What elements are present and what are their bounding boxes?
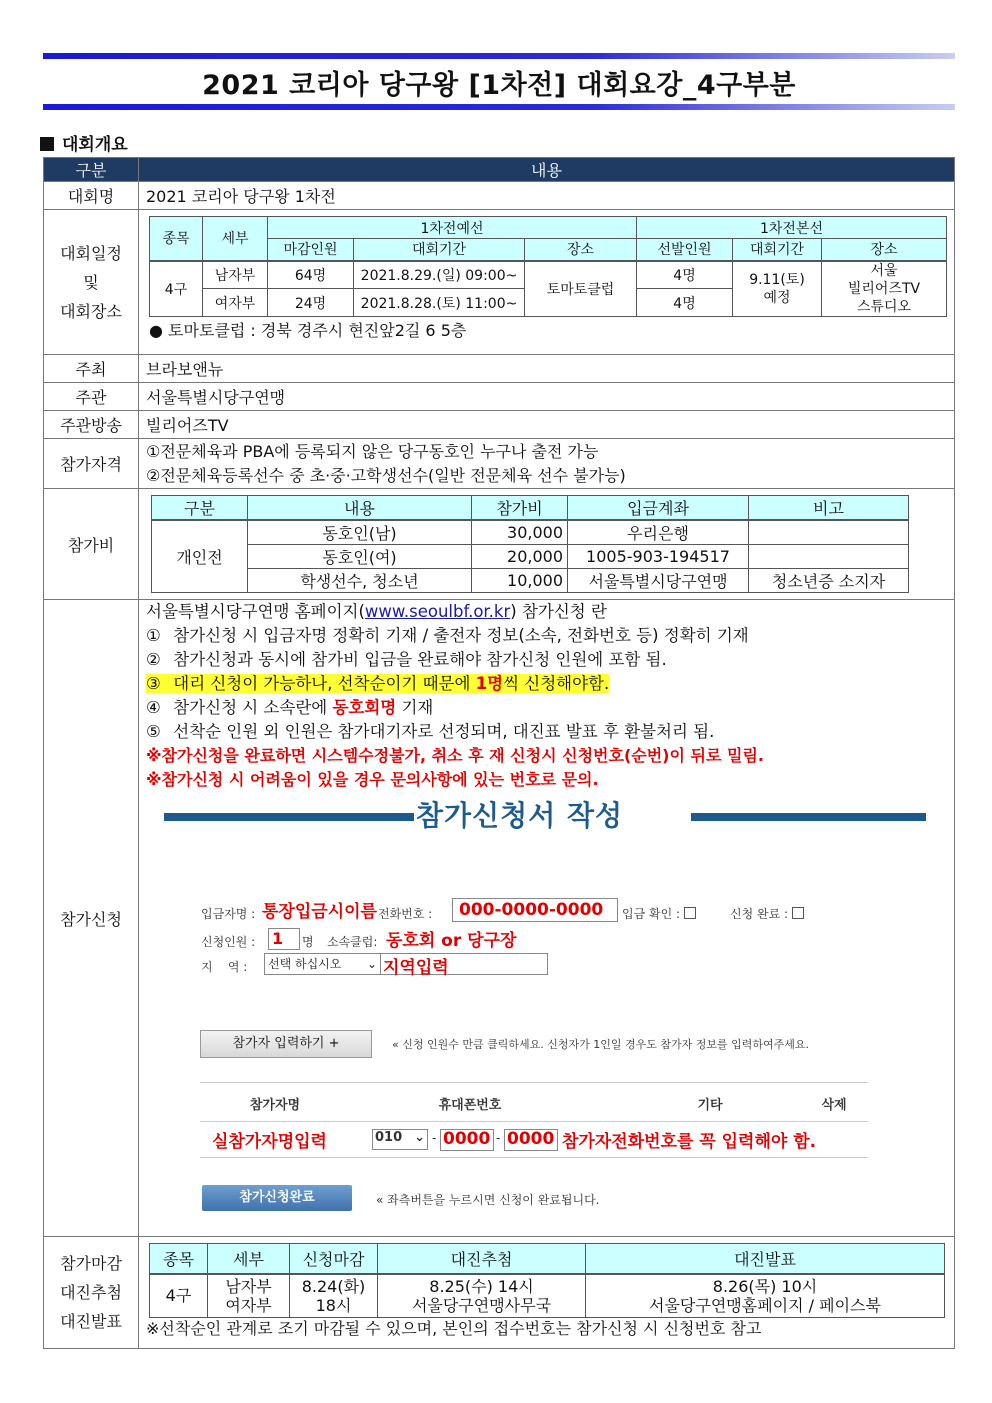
fee-account: 1005-903-194517	[568, 545, 749, 569]
sched-h-final: 1차전본선	[637, 217, 947, 239]
phone-last-input[interactable]: 0000	[504, 1129, 558, 1151]
participant-table-header: 참가자명 휴대폰번호 기타 삭제	[200, 1082, 868, 1122]
fee-note	[749, 520, 909, 545]
row-schedule	[44, 210, 955, 355]
participant-row: 실참가자명입력 010 ⌄ - 0000 - 0000 참가자전화번호를 꼭 입력해야 함.	[200, 1121, 868, 1158]
homepage-link[interactable]: www.seoulbf.or.kr	[364, 602, 511, 621]
form-title: 참가신청서 작성	[416, 799, 624, 832]
header-content: 내용	[139, 158, 955, 182]
sched-h-final-venue: 장소	[822, 239, 947, 261]
fee-amount: 20,000	[472, 545, 568, 569]
label-name: 대회명	[44, 182, 139, 210]
overview-table	[43, 157, 955, 1349]
participant-name-input[interactable]: 실참가자명입력	[212, 1132, 327, 1152]
row-broadcast	[44, 411, 955, 439]
apply-intro: 서울특별시당구연맹 홈페이지(www.seoulbf.or.kr) 참가신청 란	[146, 602, 607, 621]
sched-h-period: 대회기간	[354, 239, 525, 261]
sched-h-final-period: 대회기간	[733, 239, 822, 261]
sched-division: 여자부	[203, 289, 268, 317]
sched-h-division: 세부	[203, 217, 268, 261]
apply-done: 신청 완료 :	[730, 905, 804, 922]
row-name	[44, 182, 955, 210]
submit-application-button[interactable]: 참가신청완료	[202, 1185, 352, 1211]
club-label: 소속클럽:	[327, 935, 378, 949]
draw-announce: 8.26(목) 10시 서울당구연맹홈페이지 / 페이스북	[586, 1274, 945, 1318]
submit-hint: « 좌측버튼을 누르시면 신청이 완료됩니다.	[376, 1193, 600, 1207]
fee-h-note: 비고	[749, 496, 909, 521]
sched-final-period: 9.11(토) 예정	[733, 261, 822, 317]
sched-selected: 4명	[637, 261, 733, 289]
sched-venue: 토마토클럽	[525, 261, 637, 317]
count-label: 신청인원 :	[201, 935, 256, 949]
apply-line-1: ① 참가신청 시 입금자명 정확히 기재 / 출전자 정보(소속, 전화번호 등) 정확히 기재	[146, 626, 749, 645]
sched-count: 24명	[268, 289, 354, 317]
region-label: 지 역 :	[201, 960, 248, 974]
depositor-field[interactable]: 통장입금시이름	[262, 897, 377, 922]
bottom-rule	[43, 104, 955, 110]
value-name: 2021 코리아 당구왕 1차전	[139, 182, 955, 210]
fee-h-amount: 참가비	[472, 496, 568, 521]
row-draw	[44, 1237, 955, 1349]
draw-note: ※선착순인 관계로 조기 마감될 수 있으며, 본인의 접수번호는 참가신청 시 신청번호 참고	[146, 1319, 762, 1338]
phone-input[interactable]: 000-0000-0000	[452, 898, 618, 922]
fee-amount: 10,000	[472, 569, 568, 593]
sched-h-count: 마감인원	[268, 239, 354, 261]
label-apply: 참가신청	[44, 600, 139, 1237]
apply-line-2: ② 참가신청과 동시에 참가비 입금을 완료해야 참가신청 인원에 포함 됨.	[146, 650, 667, 669]
schedule-table	[149, 216, 947, 317]
row-apply	[44, 600, 955, 1237]
sched-event: 4구	[150, 261, 203, 317]
sched-h-selected: 선발인원	[637, 239, 733, 261]
depositor-label: 입금자명 :	[201, 907, 256, 921]
phone-note: 참가자전화번호를 꼭 입력해야 함.	[562, 1132, 817, 1152]
sched-period: 2021.8.29.(일) 09:00~	[354, 261, 525, 289]
draw-h-event: 종목	[150, 1244, 208, 1274]
chevron-down-icon: ⌄	[414, 1130, 425, 1145]
value-broadcast: 빌리어즈TV	[139, 411, 955, 439]
apply-done-checkbox[interactable]	[792, 907, 804, 919]
fee-note: 청소년증 소지자	[749, 569, 909, 593]
count-input[interactable]: 1	[268, 928, 300, 950]
label-schedule: 대회일정 및 대회장소	[44, 210, 139, 355]
row-qualification	[44, 439, 955, 489]
fee-h-account: 입금계좌	[568, 496, 749, 521]
label-qualification: 참가자격	[44, 439, 139, 489]
fee-content: 동호인(여)	[248, 545, 472, 569]
qualification-line-2: ②전문체육등록선수 중 초·중·고학생선수(일반 전문체육 선수 불가능)	[146, 465, 626, 485]
label-fee: 참가비	[44, 489, 139, 600]
fee-category: 개인전	[152, 520, 248, 593]
label-organizer: 주관	[44, 383, 139, 411]
apply-line-4: ④ 참가신청 시 소속란에 동호회명 기재	[146, 698, 434, 717]
draw-info: 8.25(수) 14시 서울당구연맹사무국	[378, 1274, 586, 1318]
draw-h-draw: 대진추첨	[378, 1244, 586, 1274]
section-heading: 대회개요	[40, 130, 128, 155]
draw-h-announce: 대진발표	[586, 1244, 945, 1274]
label-host: 주최	[44, 355, 139, 383]
sched-final-venue: 서울 빌리어즈TV 스튜디오	[822, 261, 947, 317]
form-title-rule-left	[164, 813, 414, 821]
phone-mid-input[interactable]: 0000	[440, 1129, 494, 1151]
fee-content: 학생선수, 청소년	[248, 569, 472, 593]
add-hint: « 신청 인원수 만큼 클릭하세요. 신청자가 1인일 경우도 참가자 정보를 입력하여주세요.	[392, 1038, 809, 1051]
square-bullet-icon	[40, 137, 54, 151]
draw-divisions: 남자부 여자부	[208, 1274, 290, 1318]
phone-prefix-select[interactable]: 010 ⌄	[372, 1129, 428, 1150]
draw-deadline: 8.24(화) 18시	[290, 1274, 378, 1318]
deposit-checkbox[interactable]	[684, 907, 696, 919]
form-title-rule-right	[691, 813, 926, 821]
chevron-down-icon: ⌄	[366, 957, 377, 971]
fee-note	[749, 545, 909, 569]
draw-event: 4구	[150, 1274, 208, 1318]
value-host: 브라보앤뉴	[139, 355, 955, 383]
venue-address: ● 토마토클럽 : 경북 경주시 현진앞2길 6 5층	[149, 321, 467, 340]
club-field[interactable]: 동호회 or 당구장	[386, 931, 517, 951]
count-unit: 명	[302, 935, 314, 949]
sched-selected: 4명	[637, 289, 733, 317]
row-fee	[44, 489, 955, 600]
top-rule	[43, 53, 955, 59]
draw-table	[149, 1243, 945, 1318]
apply-line-5: ⑤ 선착순 인원 외 인원은 참가대기자로 선정되며, 대진표 발표 후 환불처리 됨.	[146, 722, 715, 741]
sched-count: 64명	[268, 261, 354, 289]
sched-h-event: 종목	[150, 217, 203, 261]
apply-warning-2: ※참가신청 시 어려움이 있을 경우 문의사항에 있는 번호로 문의.	[146, 770, 599, 789]
sched-h-prelim: 1차전예선	[268, 217, 637, 239]
application-form-screenshot	[146, 792, 916, 1222]
fee-account: 서울특별시당구연맹	[568, 569, 749, 593]
sched-division: 남자부	[203, 261, 268, 289]
label-draw: 참가마감 대진추첨 대진발표	[44, 1237, 139, 1349]
row-host	[44, 355, 955, 383]
fee-amount: 30,000	[472, 520, 568, 545]
fee-h-content: 내용	[248, 496, 472, 521]
add-participant-button[interactable]: 참가자 입력하기 +	[200, 1030, 372, 1058]
region-select[interactable]: 선택 하십시오 ⌄	[264, 953, 381, 975]
sched-period: 2021.8.28.(토) 11:00~	[354, 289, 525, 317]
sched-h-venue: 장소	[525, 239, 637, 261]
phone-label: 전화번호 :	[378, 907, 433, 921]
label-broadcast: 주관방송	[44, 411, 139, 439]
row-organizer	[44, 383, 955, 411]
fee-content: 동호인(남)	[248, 520, 472, 545]
fee-h-category: 구분	[152, 496, 248, 521]
qualification-line-1: ①전문체육과 PBA에 등록되지 않은 당구동호인 누구나 출전 가능	[146, 441, 599, 461]
fee-table	[151, 495, 909, 593]
draw-h-deadline: 신청마감	[290, 1244, 378, 1274]
region-input[interactable]: 지역입력	[380, 953, 548, 975]
apply-warning-1: ※참가신청을 완료하면 시스템수정불가, 취소 후 재 신청시 신청번호(순번)이 뒤로 밀림.	[146, 746, 764, 765]
header-category: 구분	[44, 158, 139, 182]
page-title: 2021 코리아 당구왕 [1차전] 대회요강_4구부분	[202, 70, 796, 101]
fee-account: 우리은행	[568, 520, 749, 545]
value-organizer: 서울특별시당구연맹	[139, 383, 955, 411]
apply-line-3: ③ 대리 신청이 가능하나, 선착순이기 때문에 1명씩 신청해야함.	[146, 674, 610, 693]
deposit-check: 입금 확인 :	[622, 905, 696, 922]
draw-h-division: 세부	[208, 1244, 290, 1274]
